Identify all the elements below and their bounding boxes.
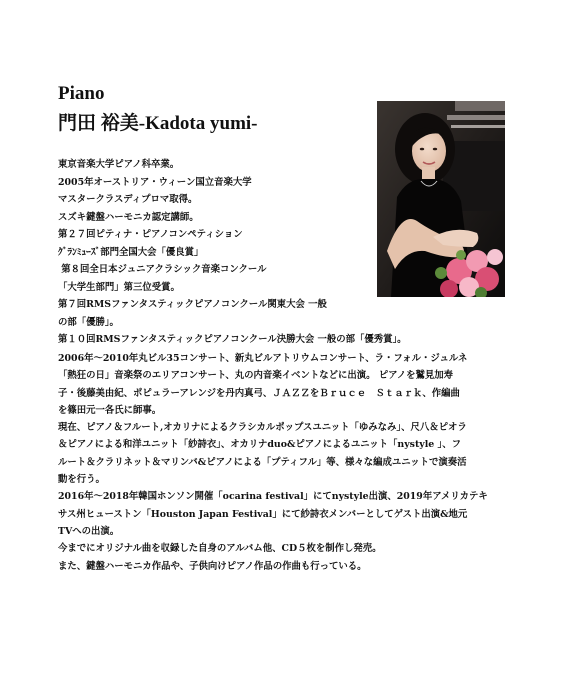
career-line: 2005年オーストリア・ウィーン国立音楽大学 (58, 176, 252, 188)
activity-line: 2016年～2018年韓国ホンソン開催「ocarina festival」にてnystyle出演、2019年アメリカテキ (58, 491, 488, 503)
activity-line: を篠田元一各氏に師事。 (58, 404, 162, 416)
activity-line: 今までにオリジナル曲を収録した自身のアルバム他、CD５枚を制作し発売。 (58, 543, 382, 555)
activity-line: TVへの出演。 (58, 525, 120, 537)
career-line: 第１０回RMSファンタスティックピアノコンクール決勝大会 一般の部「優秀賞」。 (58, 334, 407, 345)
career-line: 「大学生部門」第三位受賞。 (58, 281, 180, 293)
career-line: マスタークラスディプロマ取得。 (58, 194, 198, 205)
activity-line: サス州ヒューストン「Houston Japan Festival」にて紗詩衣メンバーとしてゲスト出演&地元 (58, 508, 468, 520)
career-line: 第２７回ピティナ・ピアノコンペティション (58, 229, 243, 240)
activity-line: 子・後藤美由紀、ポピュラーアレンジを丹内真弓、ＪＡＺＺをＢｒｕｃｅ Ｓｔａｒｋ、作編曲 (58, 387, 460, 399)
activity-line: 動を行う。 (58, 474, 105, 486)
career-line: ｸﾞﾗﾝﾐｭｰｽﾞ部門全国大会「優良賞」 (58, 246, 204, 258)
activity-line: ＆ピアノによる和洋ユニット「紗詩衣」、オカリナduo&ピアノによるユニット「nystyle 」、フ (58, 439, 461, 451)
performer-name: 門田 裕美-Kadota yumi- (58, 113, 258, 134)
activity-line: 「熱狂の日」音楽祭のエリアコンサート、丸の内音楽イベントなどに出演。 ピアノを鷲見加寿 (58, 370, 453, 382)
career-line: スズキ鍵盤ハーモニカ認定講師。 (58, 211, 199, 223)
career-line: 第７回RMSファンタスティックピアノコンクール関東大会 一般 (58, 299, 327, 310)
career-section (58, 156, 498, 349)
career-line: の部「優勝」。 (58, 316, 119, 328)
activity-line: 2006年～2010年丸ビル35コンサート、新丸ビルアトリウムコンサート、ラ・フォル・ジュルネ (58, 353, 468, 364)
activity-line: また、鍵盤ハーモニカ作品や、子供向けピアノ作品の作曲も行っている。 (58, 560, 367, 572)
career-line: 東京音楽大学ピアノ科卒業。 (58, 159, 180, 170)
activity-line: ルート＆クラリネット＆マリンバ&ピアノによる「プティフル」等、様々な編成ユニットで演奏活 (58, 456, 467, 468)
career-line: 第８回全日本ジュニアクラシック音楽コンクール (58, 264, 267, 275)
instrument-heading: Piano (58, 83, 105, 104)
activity-line: 現在、ピアノ＆フルート,オカリナによるクラシカルポップスユニット「ゆみなみ」、尺八＆ピオラ (58, 422, 467, 434)
activities-section (58, 350, 528, 575)
